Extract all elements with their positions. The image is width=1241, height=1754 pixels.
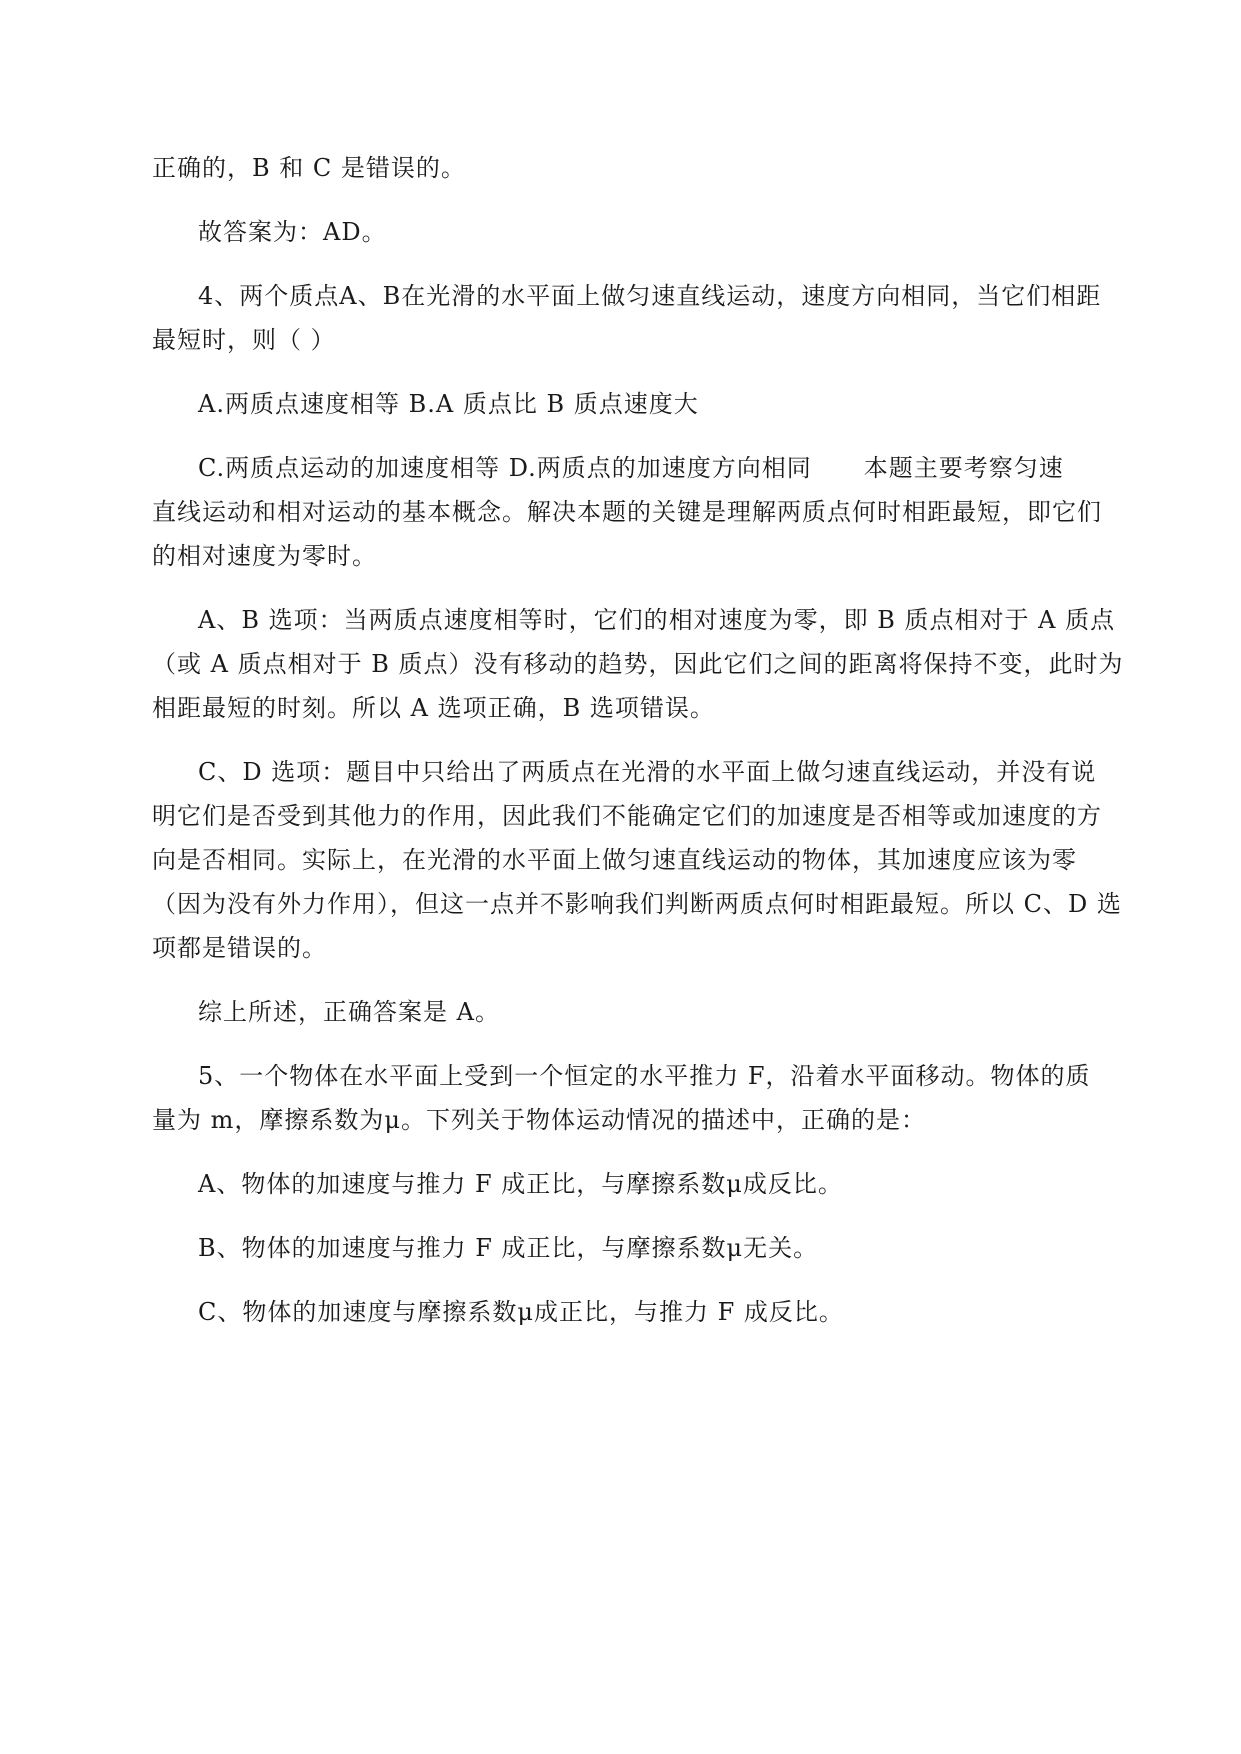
question-5-option-c: C、物体的加速度与摩擦系数μ成正比，与推力 F 成反比。: [198, 1298, 844, 1326]
text-line: 正确的，B 和 C 是错误的。: [152, 154, 466, 182]
analysis-start: 本题主要考察匀速: [863, 454, 1064, 482]
question-5-line: 5、一个物体在水平面上受到一个恒定的水平推力 F，沿着水平面移动。物体的质: [198, 1062, 1091, 1090]
analysis-line: 明它们是否受到其他力的作用，因此我们不能确定它们的加速度是否相等或加速度的方: [152, 802, 1102, 830]
analysis-line: 的相对速度为零时。: [152, 542, 377, 570]
analysis-line: C、D 选项：题目中只给出了两质点在光滑的水平面上做匀速直线运动，并没有说: [198, 758, 1097, 786]
document-body: [152, 146, 1124, 1334]
analysis-line: （或 A 质点相对于 B 质点）没有移动的趋势，因此它们之间的距离将保持不变，此时为: [152, 650, 1124, 678]
question-4-options: [152, 446, 1097, 490]
analysis-line: 项都是错误的。: [152, 934, 327, 962]
answer-line: 故答案为：AD。: [198, 218, 387, 246]
options-text: C.两质点运动的加速度相等 D.两质点的加速度方向相同: [198, 454, 812, 482]
question-4-options: A.两质点速度相等 B.A 质点比 B 质点速度大: [198, 390, 699, 418]
analysis-line: 直线运动和相对运动的基本概念。解决本题的关键是理解两质点何时相距最短，即它们: [152, 498, 1102, 526]
question-5-option-a: A、物体的加速度与推力 F 成正比，与摩擦系数μ成反比。: [198, 1170, 843, 1198]
conclusion-line: 综上所述，正确答案是 A。: [198, 998, 500, 1026]
question-5-option-b: B、物体的加速度与推力 F 成正比，与摩擦系数μ无关。: [198, 1234, 819, 1262]
question-4-line: 最短时，则（ ）: [152, 326, 336, 354]
analysis-line: （因为没有外力作用），但这一点并不影响我们判断两质点何时相距最短。所以 C、D 选: [152, 890, 1122, 918]
analysis-line: 向是否相同。实际上，在光滑的水平面上做匀速直线运动的物体，其加速度应该为零: [152, 846, 1077, 874]
question-5-line: 量为 m，摩擦系数为μ。下列关于物体运动情况的描述中，正确的是：: [152, 1106, 926, 1134]
analysis-line: 相距最短的时刻。所以 A 选项正确，B 选项错误。: [152, 694, 715, 722]
question-4-line: 4、两个质点A、B在光滑的水平面上做匀速直线运动，速度方向相同，当它们相距: [198, 282, 1102, 310]
analysis-line: A、B 选项：当两质点速度相等时，它们的相对速度为零，即 B 质点相对于 A 质点: [198, 606, 1116, 634]
